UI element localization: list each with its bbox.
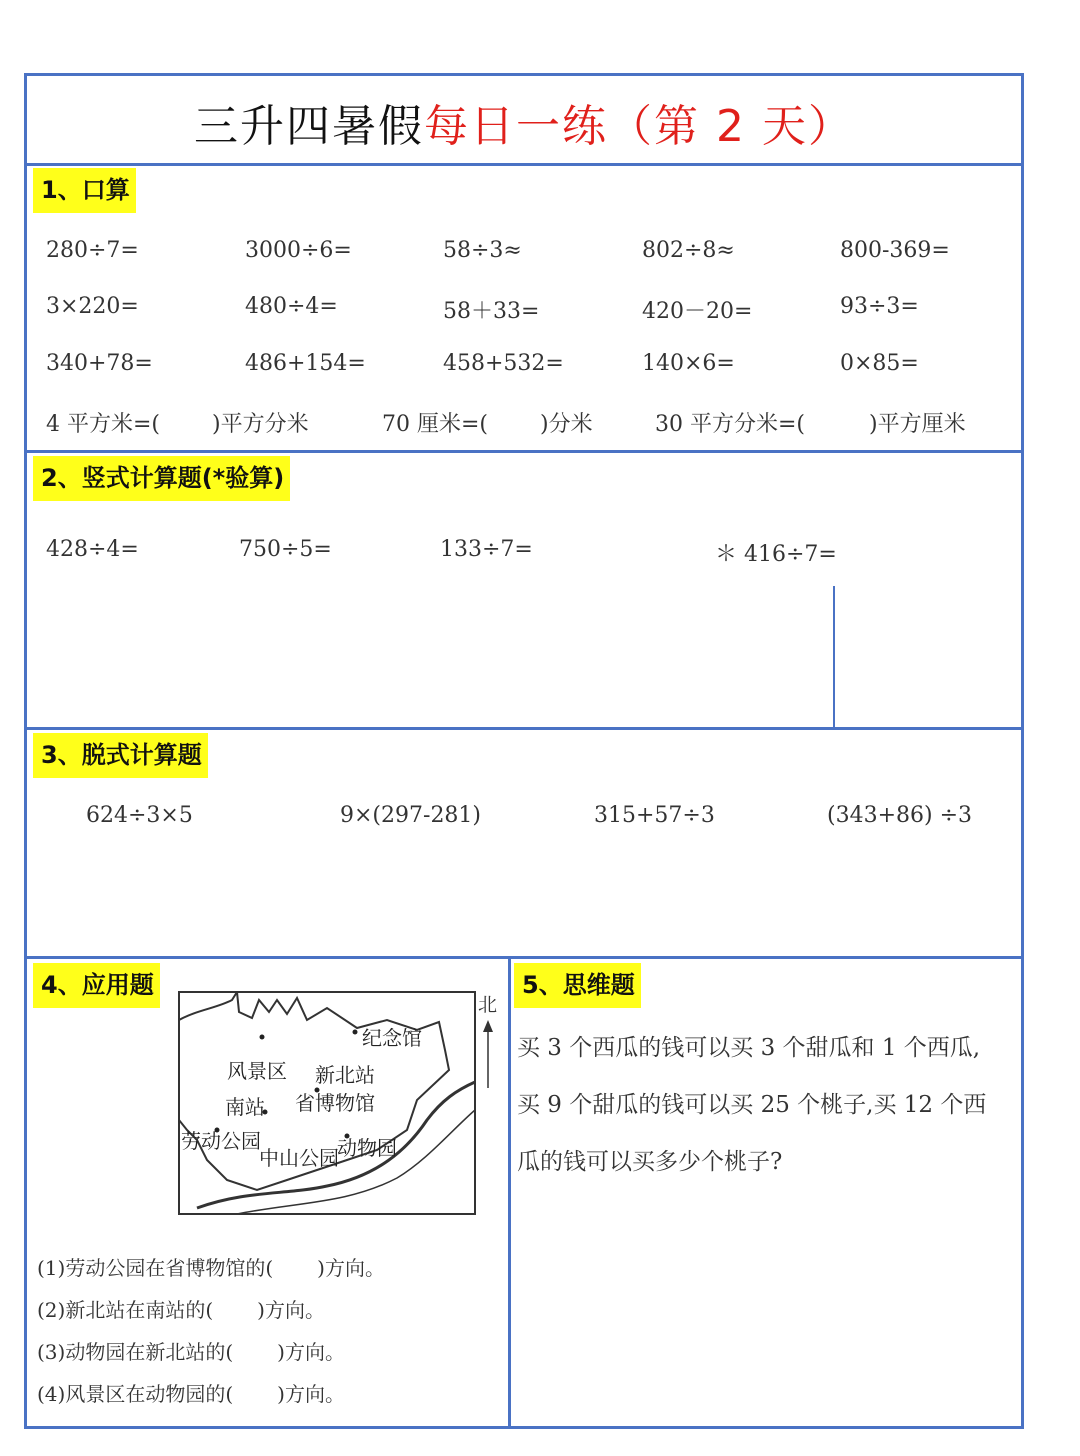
conversion-right: )平方厘米 [869,412,966,437]
map-point [260,1035,265,1040]
map-label: 省博物馆 [295,1091,375,1115]
mental-math-item: 420－20= [642,299,753,324]
question-text: (4)风景区在动物园的( [37,1382,234,1406]
divider-s2 [27,727,1021,730]
map-question [37,1252,385,1281]
mental-math-item: 3×220= [46,294,139,319]
unit-conversion-item [46,407,309,438]
mental-math-item: 3000÷6= [245,238,352,263]
problem-line: 瓜的钱可以买多少个桃子? [517,1149,783,1175]
conversion-left: 70 厘米=( [382,412,489,437]
worksheet-frame [24,73,1024,1429]
vertical-rule [833,586,835,727]
mental-math-item: 480÷4= [245,294,338,319]
north-label: 北 [478,994,498,1016]
map-label: 纪念馆 [362,1026,422,1050]
mental-math-item: 802÷8≈ [642,238,735,263]
city-map [177,990,477,1216]
problem-line: 买 9 个甜瓜的钱可以买 25 个桃子,买 12 个西 [517,1092,987,1118]
map-label: 动物园 [337,1136,397,1160]
question-text: (2)新北站在南站的( [37,1298,214,1322]
north-arrow-icon [480,1020,496,1090]
mental-math-item: 58＋33= [443,299,540,324]
divider-s1 [27,450,1021,453]
map-question [37,1378,345,1407]
unit-conversion-item [382,407,593,438]
map-label: 风景区 [227,1059,287,1083]
step-calc-item: 624÷3×5 [86,803,193,828]
section-1-heading: 1、口算 [33,168,136,213]
problem-line: 买 3 个西瓜的钱可以买 3 个甜瓜和 1 个西瓜, [517,1035,981,1061]
conversion-left: 30 平方分米=( [655,412,806,437]
divider-title [27,163,1021,166]
question-text: (3)动物园在新北站的( [37,1340,234,1364]
map-label: 南站 [225,1095,265,1119]
section-3-heading: 3、脱式计算题 [33,733,208,778]
mental-math-item: 458+532= [443,351,564,376]
step-calc-item: (343+86) ÷3 [827,803,973,828]
conversion-left: 4 平方米=( [46,412,161,437]
section-5-heading: 5、思维题 [514,963,641,1008]
mental-math-item: 58÷3≈ [443,238,522,263]
vertical-calc-item: 428÷4= [46,537,139,562]
mental-math-item: 800-369= [840,238,950,263]
divider-s3 [27,956,1021,959]
map-question [37,1336,345,1365]
conversion-right: )分米 [540,412,593,437]
unit-conversion-item [655,407,966,438]
map-label: 中山公园 [259,1146,339,1170]
mental-math-item: 0×85= [840,351,919,376]
question-suffix: )方向。 [277,1382,345,1406]
mental-math-item: 93÷3= [840,294,919,319]
mental-math-item: 486+154= [245,351,366,376]
vertical-calc-item: 750÷5= [239,537,332,562]
question-suffix: )方向。 [257,1298,325,1322]
map-label: 劳动公园 [181,1129,261,1153]
title-black: 三升四暑假 [194,101,425,152]
question-text: (1)劳动公园在省博物馆的( [37,1256,274,1280]
step-calc-item: 9×(297-281) [340,803,482,828]
section-2-heading: 2、竖式计算题(*验算) [33,456,290,501]
mental-math-item: 140×6= [642,351,735,376]
title-red: 每日一练（第 2 天） [424,101,854,152]
thinking-problem [517,1020,1017,1191]
map-label: 新北站 [315,1063,375,1087]
mental-math-item: 340+78= [46,351,153,376]
conversion-right: )平方分米 [212,412,309,437]
map-point [353,1030,358,1035]
question-suffix: )方向。 [317,1256,385,1280]
page-title [27,90,1021,154]
divider-s4-s5 [508,956,511,1429]
section-4-heading: 4、应用题 [33,963,160,1008]
map-question [37,1294,325,1323]
question-suffix: )方向。 [277,1340,345,1364]
vertical-calc-item: ＊ 416÷7= [715,542,837,567]
mental-math-item: 280÷7= [46,238,139,263]
step-calc-item: 315+57÷3 [594,803,715,828]
vertical-calc-item: 133÷7= [440,537,533,562]
